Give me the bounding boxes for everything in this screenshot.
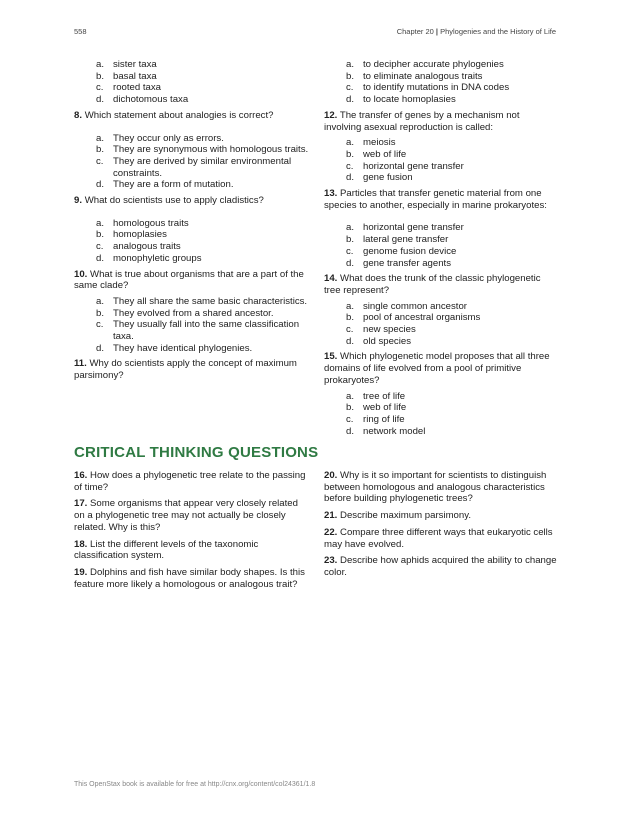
critical-thinking-title: CRITICAL THINKING QUESTIONS xyxy=(74,444,319,461)
critical-thinking-right xyxy=(324,470,559,584)
option: b. basal taxa xyxy=(96,70,157,82)
q15-options xyxy=(324,391,559,438)
chapter-title: Phylogenies and the History of Life xyxy=(440,27,556,36)
left-column xyxy=(74,59,309,386)
q12-options xyxy=(324,137,559,184)
option: d. They are a form of mutation. xyxy=(96,179,234,191)
option: c. ring of life xyxy=(346,413,405,425)
question-18: 18. List the different levels of the taxonomic classification system. xyxy=(74,538,259,562)
q8-options xyxy=(74,133,309,192)
option: a. homologous traits xyxy=(96,217,189,229)
option: c. analogous traits xyxy=(96,241,181,253)
option: b. web of life xyxy=(346,148,407,160)
option: d. old species xyxy=(346,335,411,347)
option: c. genome fusion device xyxy=(346,245,457,257)
option: a. sister taxa xyxy=(96,59,157,70)
question-16: 16. How does a phylogenetic tree relate to the passing of time? xyxy=(74,470,306,493)
option: c. They usually fall into the same classification taxa. xyxy=(96,319,300,343)
option: c. rooted taxa xyxy=(96,82,162,94)
page-number: 558 xyxy=(74,27,87,36)
option: b. homoplasies xyxy=(96,229,167,241)
q9-options xyxy=(74,218,309,265)
question-10: 10. What is true about organisms that are a part of the same clade? xyxy=(74,268,304,292)
option: c. new species xyxy=(346,324,416,336)
q13-options xyxy=(324,222,559,269)
option: a. They all share the same basic characteristics. xyxy=(96,295,308,307)
option: b. pool of ancestral organisms xyxy=(346,312,481,324)
right-column xyxy=(324,59,559,441)
question-20: 20. Why is it so important for scientists to distinguish between homologous and analogous characteristics before building phylogenetic trees? xyxy=(324,470,547,505)
option: b. They are synonymous with homologous traits. xyxy=(96,144,309,156)
option: d. They have identical phylogenies. xyxy=(96,342,253,354)
question-21: 21. Describe maximum parsimony. xyxy=(324,510,471,522)
question-13: 13. Particles that transfer genetic material from one species to another, especially in marine prokaryotes: xyxy=(324,188,547,211)
option: d. gene transfer agents xyxy=(346,257,452,269)
option: d. network model xyxy=(346,425,426,437)
page-header xyxy=(74,27,556,39)
question-12: 12. The transfer of genes by a mechanism not involving asexual reproduction is called: xyxy=(324,109,520,133)
option: b. lateral gene transfer xyxy=(346,234,449,246)
option: a. They occur only as errors. xyxy=(96,132,224,144)
q14-options xyxy=(324,301,559,348)
question-8: 8. Which statement about analogies is correct? xyxy=(74,109,274,121)
option: a. horizontal gene transfer xyxy=(346,222,464,234)
option: a. meiosis xyxy=(346,137,396,149)
option: d. dichotomous taxa xyxy=(96,94,189,106)
q10-options xyxy=(74,296,309,355)
option: d. monophyletic groups xyxy=(96,252,202,264)
chapter-heading xyxy=(397,27,556,36)
critical-thinking-left xyxy=(74,470,309,595)
question-22: 22. Compare three different ways that eukaryotic cells may have evolved. xyxy=(324,526,553,550)
question-23: 23. Describe how aphids acquired the ability to change color. xyxy=(324,555,557,578)
question-14: 14. What does the trunk of the classic phylogenetic tree represent? xyxy=(324,273,541,296)
question-11: 11. Why do scientists apply the concept of maximum parsimony? xyxy=(74,358,297,382)
question-9: 9. What do scientists use to apply cladistics? xyxy=(74,195,264,207)
chapter-label: Chapter 20 xyxy=(396,27,434,36)
question-15: 15. Which phylogenetic model proposes that all three domains of life evolved from a pool of primitive prokaryotes? xyxy=(324,351,550,386)
option: c. horizontal gene transfer xyxy=(346,160,464,172)
option: a. single common ancestor xyxy=(346,300,467,312)
question-17: 17. Some organisms that appear very closely related on a phylogenetic tree may not actually be closely related. Why is this? xyxy=(74,498,298,533)
option: c. to identify mutations in DNA codes xyxy=(346,82,510,94)
option: a. to decipher accurate phylogenies xyxy=(346,59,504,70)
option: c. They are derived by similar environmental constraints. xyxy=(96,155,292,179)
option: b. They evolved from a shared ancestor. xyxy=(96,307,274,319)
option: a. tree of life xyxy=(346,390,406,402)
page-footer: This OpenStax book is available for free at http://cnx.org/content/col24361/1.8 xyxy=(74,781,316,788)
option: d. to locate homoplasies xyxy=(346,94,456,106)
option: b. to eliminate analogous traits xyxy=(346,70,483,82)
question-19: 19. Dolphins and fish have similar body shapes. Is this feature more likely a homologous or analogous trait? xyxy=(74,566,305,590)
q11-options xyxy=(324,59,559,106)
chapter-separator: | xyxy=(435,27,438,36)
q7-options xyxy=(74,59,309,106)
option: d. gene fusion xyxy=(346,172,413,184)
option: b. web of life xyxy=(346,402,407,414)
